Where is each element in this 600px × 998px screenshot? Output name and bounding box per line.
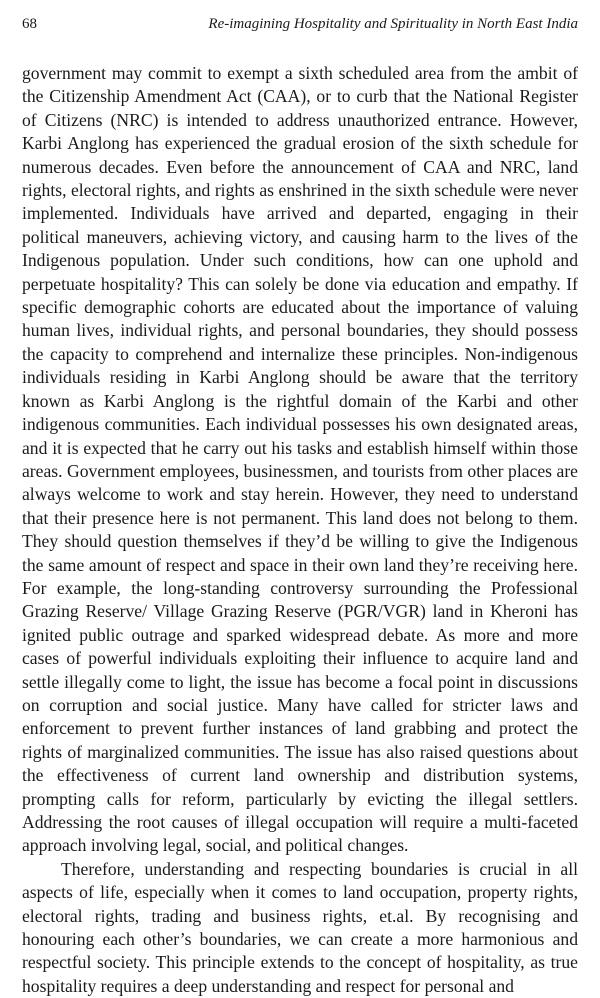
paragraph-continued: government may commit to exempt a sixth scheduled area from the ambit of the Citizenship Amendment Act (CAA), or to curb that the National Register of Citizens (NRC) is intended to address unauthorized entrance. However, Karbi Anglong has experienced the gradual erosion of the sixth schedule for numerous decades. Even before the announcement of CAA and NRC, land rights, electoral rights, and rights as enshrined in the sixth schedule were never implemented. Individuals have arrived and departed, engaging in their political maneuvers, achieving victory, and causing harm to the lives of the Indigenous population. Under such conditions, how can one uphold and perpetuate hospitality? This can solely be done via education and empathy. If specific demographic cohorts are educated about the importance of valuing human lives, individual rights, and personal boundaries, they should possess the capacity to comprehend and internalize these principles. Non-indigenous individuals residing in Karbi Anglong should be aware that the territory known as Karbi Anglong is the rightful domain of the Karbi and other indigenous communities. Each individual possesses his own designated areas, and it is expected that he carry out his tasks and establish himself within those areas. Government employees, businessmen, and tourists from other places are always welcome to work and stay herein. However, they need to understand that their presence here is not permanent. This land does not belong to them. They should question themselves if they’d be willing to give the Indigenous the same amount of respect and space in their own land they’re receiving here. For example, the long-standing controversy surrounding the Professional Grazing Reserve/ Village Grazing Reserve (PGR/VGR) land in Kheroni has ignited public outrage and sparked widespread debate. As more and more cases of powerful individuals exploiting their influence to acquire land and settle illegally come to light, the issue has become a focal point in discussions on corruption and social justice. Many have called for stricter laws and enforcement to prevent further instances of land grabbing and protect the rights of marginalized communities. The issue has also raised questions about the effectiveness of current land ownership and distribution systems, prompting calls for reform, particularly by evicting the illegal settlers. Addressing the root causes of illegal occupation will require a multi-faceted approach involving legal, social, and political changes. <box>22 63 578 856</box>
running-head <box>22 13 578 35</box>
paragraph-boundaries: Therefore, understanding and respecting boundaries is crucial in all aspects of life, especially when it comes to land occupation, property rights, electoral rights, trading and business rights, et.al. By recognising and honouring each other’s boundaries, we can create a more harmonious and respectful society. This principle extends to the concept of hospitality, as true hospitality requires a deep understanding and respect for personal and <box>22 858 578 996</box>
running-title: Re-imagining Hospitality and Spirituality in North East India <box>208 16 578 32</box>
body-text <box>22 62 578 998</box>
page-number: 68 <box>22 16 37 32</box>
